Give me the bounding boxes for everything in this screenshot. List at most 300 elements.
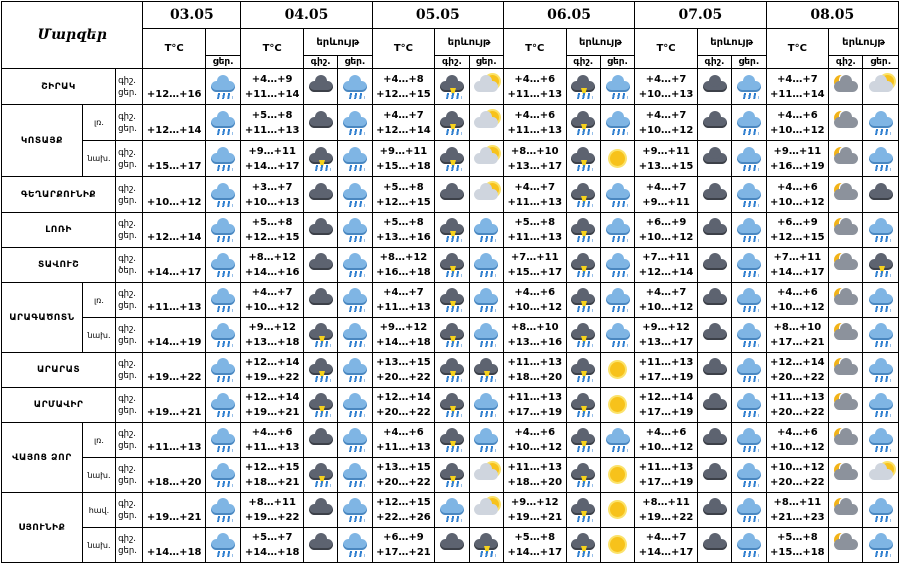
weather-icon-cell [303,213,337,248]
temp-night: +8…+11 [642,497,690,508]
subregion-label: լռ. [82,105,115,141]
weather-icon-cell [435,388,469,423]
rain-icon [735,427,763,453]
weather-icon-cell [469,177,503,213]
sun-cloud-icon [867,462,895,488]
temp-day: +20…+22 [770,477,825,488]
weather-icon-cell [600,105,634,141]
period-labels [116,318,143,353]
period-labels [116,493,143,528]
night-label: գիշ. [118,359,137,369]
temp-night: +12…+15 [376,497,431,508]
temp-night: +5…+8 [251,217,293,228]
temperature-cell [635,353,698,388]
temperature-cell [635,141,698,177]
temp-night: +4…+7 [776,73,818,85]
temp-day: +16…+18 [376,267,431,278]
temp-night: +4…+7 [645,532,687,543]
rain-icon [209,74,237,100]
temp-header: T°C [241,29,304,69]
weather-icon-cell [435,283,469,318]
weather-icon-cell [600,213,634,248]
day-header: ցեր. [206,56,241,69]
weather-icon-cell [732,353,766,388]
temperature-cell [372,177,435,213]
weather-icon-cell [600,69,634,105]
weather-icon-cell [206,493,241,528]
temperature-cell [635,283,698,318]
table-row [2,141,899,177]
temperature-cell [143,528,206,563]
temp-night: +4…+7 [645,181,687,193]
weather-icon-cell [732,318,766,353]
weather-icon-cell [206,283,241,318]
temp-night: +4…+7 [645,287,687,298]
temp-night: +10…+12 [770,462,825,473]
weather-icon-cell [338,248,372,283]
temp-night: +4…+7 [645,109,687,121]
cloud-icon [701,287,729,313]
temp-night: +4…+6 [514,109,556,121]
temperature-cell [143,213,206,248]
subregion-label: լռ. [82,283,115,318]
temperature-cell [241,458,304,493]
night-header: գիշ. [829,56,863,69]
weather-icon-cell [435,213,469,248]
weather-icon-cell [863,318,899,353]
temp-night: +6…+9 [383,532,424,543]
temp-day: +10…+12 [244,302,300,313]
temp-night: +4…+6 [776,181,818,193]
weather-icon-cell [732,105,766,141]
thunderstorm-icon [307,462,335,488]
weather-icon-cell [206,105,241,141]
moon-cloud-icon [832,217,860,243]
thunderstorm-icon [569,146,597,172]
thunderstorm-icon [867,252,895,278]
moon-cloud-icon [832,392,860,418]
rain-icon [867,110,895,136]
temp-day: +18…+20 [146,477,202,488]
period-labels [116,213,143,248]
rain-icon [209,287,237,313]
cloud-icon [307,74,335,100]
weather-icon-cell [600,458,634,493]
temp-night: +4…+6 [645,427,687,438]
temperature-cell [503,493,566,528]
cloud-icon [307,497,335,523]
cloud-icon [701,252,729,278]
sun-cloud-icon [472,74,500,100]
weather-icon-cell [863,493,899,528]
temp-day: +11…+13 [507,124,563,136]
temp-night: +5…+8 [383,181,424,193]
temp-day: +14…+17 [146,267,202,278]
weather-icon-cell [600,423,634,458]
table-row [2,283,899,318]
temp-night: +4…+6 [776,287,818,298]
temp-night: +5…+8 [776,532,818,543]
period-labels [116,105,143,141]
cloud-icon [701,392,729,418]
temp-day: +17…+21 [770,337,825,348]
temp-day: +9…+11 [642,196,690,208]
temp-night: +5…+8 [514,532,556,543]
table-row [2,248,899,283]
temp-day: +12…+15 [244,232,300,243]
temp-night: +4…+7 [383,287,424,298]
temperature-cell [241,493,304,528]
temp-day: +10…+12 [638,232,694,243]
temp-empty [143,460,205,475]
weather-forecast-table [1,1,899,563]
temp-day: +10…+12 [507,442,563,453]
moon-cloud-icon [832,287,860,313]
moon-cloud-icon [832,532,860,558]
temp-night: +12…+14 [376,392,431,403]
rain-icon [209,217,237,243]
temp-day: +10…+12 [770,302,825,313]
weather-icon-cell [435,493,469,528]
temperature-cell [143,105,206,141]
temperature-cell [372,528,435,563]
temp-night: +12…+14 [770,357,825,368]
temperature-cell [503,69,566,105]
cloud-icon [701,497,729,523]
thunderstorm-icon [307,146,335,172]
rain-icon [209,427,237,453]
weather-icon-cell [697,493,731,528]
temperature-cell [503,458,566,493]
weather-icon-cell [469,458,503,493]
weather-icon-cell [469,213,503,248]
temperature-cell [635,458,698,493]
thunderstorm-icon [438,357,466,383]
rain-icon [341,110,369,136]
temperature-cell [635,318,698,353]
thunderstorm-icon [569,110,597,136]
weather-icon-cell [697,423,731,458]
weather-icon-cell [829,458,863,493]
rain-icon [209,110,237,136]
day-header: ցեր. [732,56,766,69]
temp-night: +5…+8 [514,217,556,228]
weather-icon-cell [863,213,899,248]
rain-icon [341,357,369,383]
weather-icon-cell [732,388,766,423]
thunderstorm-icon [569,182,597,208]
temp-night: +8…+11 [773,497,822,508]
weather-icon-cell [697,213,731,248]
day-label: ծեր. [118,266,137,276]
temp-day: +14…+17 [244,160,300,172]
date-header: 08.05 [766,2,898,29]
thunderstorm-icon [307,392,335,418]
temp-day: +19…+22 [638,512,694,523]
weather-icon-cell [600,141,634,177]
cloud-icon [701,217,729,243]
weather-icon-cell [697,248,731,283]
weather-icon-cell [863,423,899,458]
table-row [2,318,899,353]
weather-icon-cell [600,318,634,353]
weather-icon-cell [338,69,372,105]
temperature-cell [766,213,829,248]
weather-icon-cell [469,423,503,458]
day-header: ցեր. [338,56,372,69]
temp-day: +22…+26 [376,512,431,523]
date-header: 03.05 [143,2,241,29]
weather-icon-cell [206,177,241,213]
temperature-cell [503,177,566,213]
temperature-cell [766,493,829,528]
rain-icon [341,322,369,348]
night-label: գիշ. [118,147,137,158]
weather-icon-cell [732,493,766,528]
temperature-cell [241,105,304,141]
temp-day: +18…+20 [507,372,563,383]
night-label: գիշ. [118,429,137,439]
date-header: 06.05 [503,2,634,29]
temp-day: +11…+13 [507,232,563,243]
rain-icon [341,217,369,243]
rain-icon [867,392,895,418]
temp-night: +8…+12 [379,252,428,263]
rain-icon [209,532,237,558]
temp-day: +14…+18 [244,547,300,558]
temperature-cell [766,177,829,213]
weather-icon-cell [829,353,863,388]
temperature-cell [635,213,698,248]
rain-icon [604,427,632,453]
weather-icon-cell [600,388,634,423]
temperature-cell [143,283,206,318]
day-label: ցեր. [118,159,137,170]
weather-icon-cell [469,283,503,318]
temp-header: T°C [766,29,829,69]
period-labels [116,177,143,213]
temperature-cell [766,318,829,353]
temp-day: +10…+12 [770,442,825,453]
day-label: ցեր. [118,195,137,206]
temp-day: +10…+12 [638,442,694,453]
temp-day: +12…+15 [376,196,431,208]
temperature-cell [143,388,206,423]
weather-icon-cell [206,528,241,563]
temp-night: +9…+11 [642,145,690,157]
weather-icon-cell [469,105,503,141]
cloud-icon [701,322,729,348]
temp-day: +17…+19 [507,407,563,418]
weather-icon-cell [338,213,372,248]
rain-icon [604,322,632,348]
temp-night: +7…+11 [642,252,690,263]
region-name: ԱՐԱՐԱՏ [2,353,116,388]
thunderstorm-icon [438,322,466,348]
weather-icon-cell [435,528,469,563]
temperature-cell [143,141,206,177]
weather-icon-cell [697,388,731,423]
temperature-cell [766,248,829,283]
temp-header: T°C [635,29,698,69]
temp-night: +7…+11 [773,252,822,263]
table-row [2,388,899,423]
night-label: գիշ. [118,75,137,86]
temp-day: +10…+12 [146,196,202,208]
weather-icon-cell [600,353,634,388]
rain-icon [209,322,237,348]
temp-night: +8…+12 [248,252,296,263]
moon-cloud-icon [832,74,860,100]
sun-cloud-icon [472,110,500,136]
temp-night: +11…+13 [770,392,825,403]
cloud-icon [701,182,729,208]
thunderstorm-icon [569,532,597,558]
weather-icon-cell [732,248,766,283]
cloud-icon [307,287,335,313]
region-name: ՇԻՐԱԿ [2,69,116,105]
temperature-cell [503,318,566,353]
temp-night: +11…+13 [507,462,563,473]
weather-icon-cell [697,177,731,213]
temp-empty [143,530,205,545]
temp-empty [143,215,205,230]
temp-header: T°C [503,29,566,69]
weather-icon-cell [469,141,503,177]
weather-icon-cell [469,248,503,283]
table-row [2,423,899,458]
weather-icon-cell [829,528,863,563]
weather-icon-cell [469,528,503,563]
rain-icon [341,462,369,488]
moon-cloud-icon [832,497,860,523]
thunderstorm-icon [569,322,597,348]
temp-day: +14…+17 [638,547,694,558]
temp-header: T°C [372,29,435,69]
weather-icon-cell [435,177,469,213]
weather-icon-cell [863,353,899,388]
period-labels [116,423,143,458]
temp-empty [143,144,205,159]
weather-icon-cell [829,318,863,353]
weather-icon-cell [338,353,372,388]
rain-icon [735,392,763,418]
region-name: ՍՅՈՒՆԻՔ [2,493,83,563]
temp-day: +19…+22 [146,372,202,383]
thunderstorm-icon [569,427,597,453]
day-label: ցեր. [118,231,137,241]
sun-icon [604,462,632,488]
temp-empty [143,285,205,300]
thunderstorm-icon [438,392,466,418]
rain-icon [867,217,895,243]
thunderstorm-icon [569,217,597,243]
temperature-cell [766,353,829,388]
day-label: ցեր. [118,441,137,451]
weather-icon-cell [435,105,469,141]
temp-night: +4…+6 [514,287,556,298]
temp-empty [143,495,205,510]
cloud-icon [701,146,729,172]
temp-night: +12…+14 [638,392,694,403]
weather-icon-cell [435,69,469,105]
weather-icon-cell [732,69,766,105]
temp-day: +10…+12 [507,302,563,313]
weather-icon-cell [435,353,469,388]
temp-day: +10…+13 [638,88,694,100]
weather-icon-cell [206,141,241,177]
temperature-cell [372,353,435,388]
moon-cloud-icon [832,462,860,488]
temperature-cell [635,177,698,213]
night-header: գիշ. [697,56,731,69]
weather-icon-cell [566,493,600,528]
rain-icon [867,322,895,348]
rain-icon [735,462,763,488]
temp-night: +4…+7 [514,181,556,193]
thunderstorm-icon [438,252,466,278]
rain-icon [867,532,895,558]
weather-icon-cell [863,141,899,177]
temp-day: +11…+14 [244,88,300,100]
day-header: ցեր. [600,56,634,69]
temp-empty [143,250,205,265]
temperature-cell [766,423,829,458]
temperature-cell [766,141,829,177]
rain-icon [209,392,237,418]
weather-icon-cell [697,69,731,105]
rain-icon [867,427,895,453]
weather-icon-cell [697,141,731,177]
weather-icon-cell [863,69,899,105]
temp-day: +21…+23 [770,512,825,523]
cloud-icon [701,357,729,383]
temp-day: +13…+17 [507,160,563,172]
temp-empty [143,355,205,370]
temperature-cell [766,105,829,141]
temperature-cell [372,388,435,423]
thunderstorm-icon [438,146,466,172]
moon-cloud-icon [832,427,860,453]
night-label: գիշ. [118,324,137,334]
weather-icon-cell [863,177,899,213]
temperature-cell [635,248,698,283]
weather-header: երևույթ [303,29,372,56]
region-name: ԿՈՏԱՅՔ [2,105,83,177]
temp-night: +4…+6 [383,427,424,438]
weather-icon-cell [600,528,634,563]
weather-icon-cell [469,493,503,528]
temp-night: +6…+9 [776,217,818,228]
weather-icon-cell [566,528,600,563]
temp-day: +13…+17 [638,337,694,348]
weather-icon-cell [829,423,863,458]
temp-night: +5…+8 [251,109,293,121]
weather-icon-cell [732,141,766,177]
weather-icon-cell [469,318,503,353]
temp-day: +17…+19 [638,372,694,383]
sun-icon [604,357,632,383]
temp-day: +19…+22 [244,372,300,383]
temp-night: +8…+10 [510,322,559,333]
sun-icon [604,497,632,523]
temp-day: +15…+18 [770,547,825,558]
temp-day: +19…+22 [244,512,300,523]
thunderstorm-icon [438,217,466,243]
temp-empty [143,72,205,87]
night-label: գիշ. [118,499,137,509]
cloud-icon [307,427,335,453]
